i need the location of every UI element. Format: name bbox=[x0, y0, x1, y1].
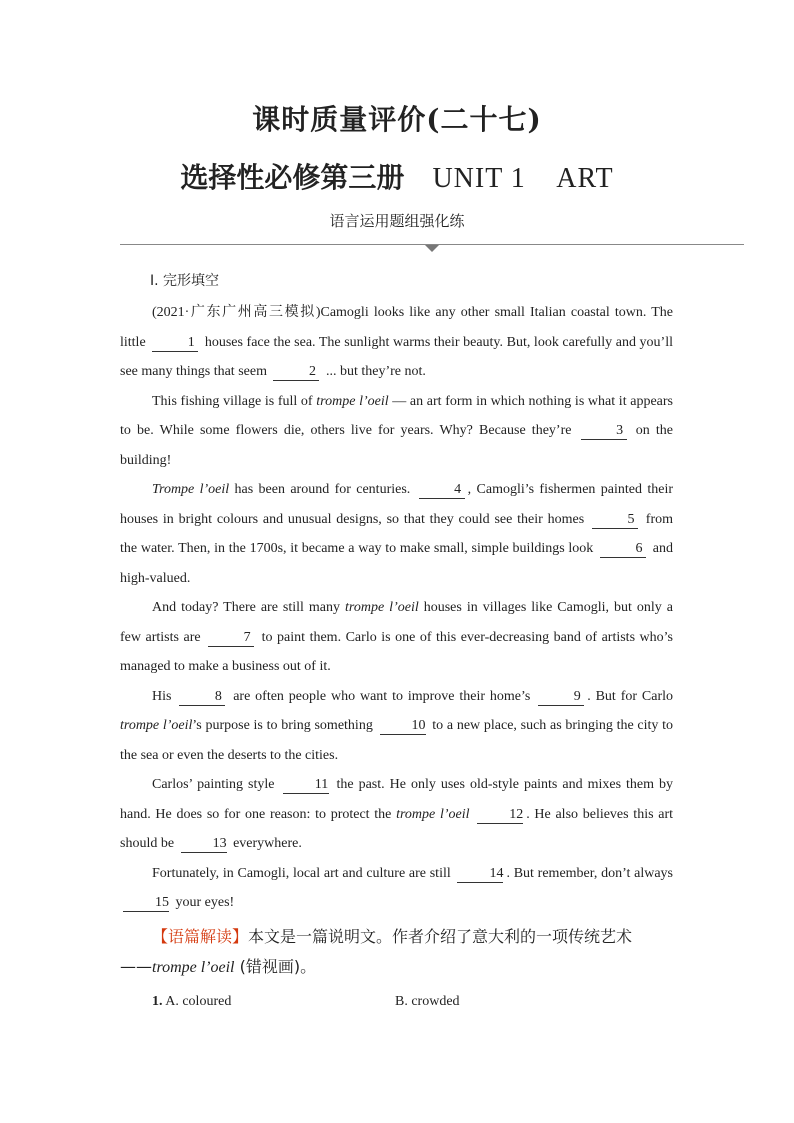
blank-3: 3 bbox=[581, 423, 627, 440]
blank-15: 15 bbox=[123, 895, 169, 912]
paragraph-2: This fishing village is full of trompe l’oeil — an art form in which nothing is what it appears to be. While some flowers die, others live for years. Why? Because they’re 3 on the building! bbox=[120, 393, 674, 468]
blank-12: 12 bbox=[477, 807, 523, 824]
blank-7: 7 bbox=[208, 630, 254, 647]
blank-6: 6 bbox=[600, 541, 646, 558]
term-italic: trompe l’oeil bbox=[345, 600, 419, 615]
paragraph-1: (2021·广东广州高三模拟)Camogli looks like any other small Italian coastal town. The little 1 houses face the sea. The sunlight warms their beauty. But, look carefully and you’ll see many things that seem 2 ... but they’re not. bbox=[120, 305, 673, 379]
unit-name: UNIT 1 ART bbox=[432, 163, 614, 194]
term-italic: trompe l’oeil bbox=[396, 806, 470, 822]
blank-9: 9 bbox=[538, 689, 584, 706]
blank-10: 10 bbox=[380, 718, 426, 735]
source-note: (2021·广东广州高三模拟) bbox=[152, 305, 321, 320]
passage-analysis: 【语篇解读】本文是一篇说明文。作者介绍了意大利的一项传统艺术 ——trompe l’oeil (错视画)。 bbox=[120, 926, 633, 976]
blank-1: 1 bbox=[152, 335, 198, 352]
paragraph-5: His 8 are often people who want to improve their home’s 9 . But for Carlo trompe l’oeil’s purpose is to bring something 10 to a new place, such as bringing the city to the sea or even the deserts to the cities. bbox=[120, 688, 674, 763]
page-title: 课时质量评价(二十七) bbox=[252, 103, 542, 136]
blank-14: 14 bbox=[457, 866, 503, 883]
term-italic: trompe l’oeil bbox=[316, 393, 389, 409]
blank-4: 4 bbox=[419, 482, 465, 499]
analysis-text: 本文是一篇说明文。作者介绍了意大利的一项传统艺术 bbox=[248, 926, 633, 946]
paragraph-6: Carlos’ painting style 11 the past. He only uses old-style paints and mixes them by hand. He does so for one reason: to protect the trompe l’oeil 12 . He also believes this art should be 13 everywhere. bbox=[120, 777, 674, 851]
blank-13: 13 bbox=[181, 836, 227, 853]
paragraph-3: Trompe l’oeil has been around for centuries. 4 , Camogli’s fishermen painted their houses in bright colours and unusual designs, so that they could see their homes 5 from the water. Then, in the 1700s, it became a way to make small, simple buildings look 6 and high-valued. bbox=[120, 482, 674, 586]
analysis-tag: 【语篇解读】 bbox=[152, 926, 249, 946]
blank-2: 2 bbox=[273, 364, 319, 381]
book-name: 选择性必修第三册 bbox=[180, 161, 405, 194]
blank-5: 5 bbox=[592, 512, 638, 529]
term-italic: Trompe l’oeil bbox=[152, 482, 230, 497]
paragraph-7: Fortunately, in Camogli, local art and culture are still 14 . But remember, don’t always 15 your eyes! bbox=[120, 859, 673, 918]
page-subtitle: 语言运用题组强化练 bbox=[329, 212, 465, 230]
question-1-options bbox=[120, 989, 673, 1015]
term-italic: trompe l’oeil bbox=[120, 718, 193, 733]
analysis-term: trompe l’oeil bbox=[152, 958, 235, 976]
question-number: 1. bbox=[152, 993, 163, 1009]
book-unit-heading bbox=[0, 156, 794, 196]
blank-11: 11 bbox=[283, 777, 329, 794]
blank-8: 8 bbox=[179, 689, 225, 706]
section-title: Ⅰ. 完形填空 bbox=[150, 273, 220, 289]
document-body bbox=[120, 270, 673, 1015]
divider-arrow-icon bbox=[425, 245, 439, 252]
option-b: B. crowded bbox=[395, 993, 460, 1009]
paragraph-4: And today? There are still many trompe l’oeil houses in villages like Camogli, but only a few artists are 7 to paint them. Carlo is one of this ever-decreasing band of artists who’s managed to make a business out of it. bbox=[120, 600, 673, 674]
option-a: A. coloured bbox=[165, 993, 232, 1009]
